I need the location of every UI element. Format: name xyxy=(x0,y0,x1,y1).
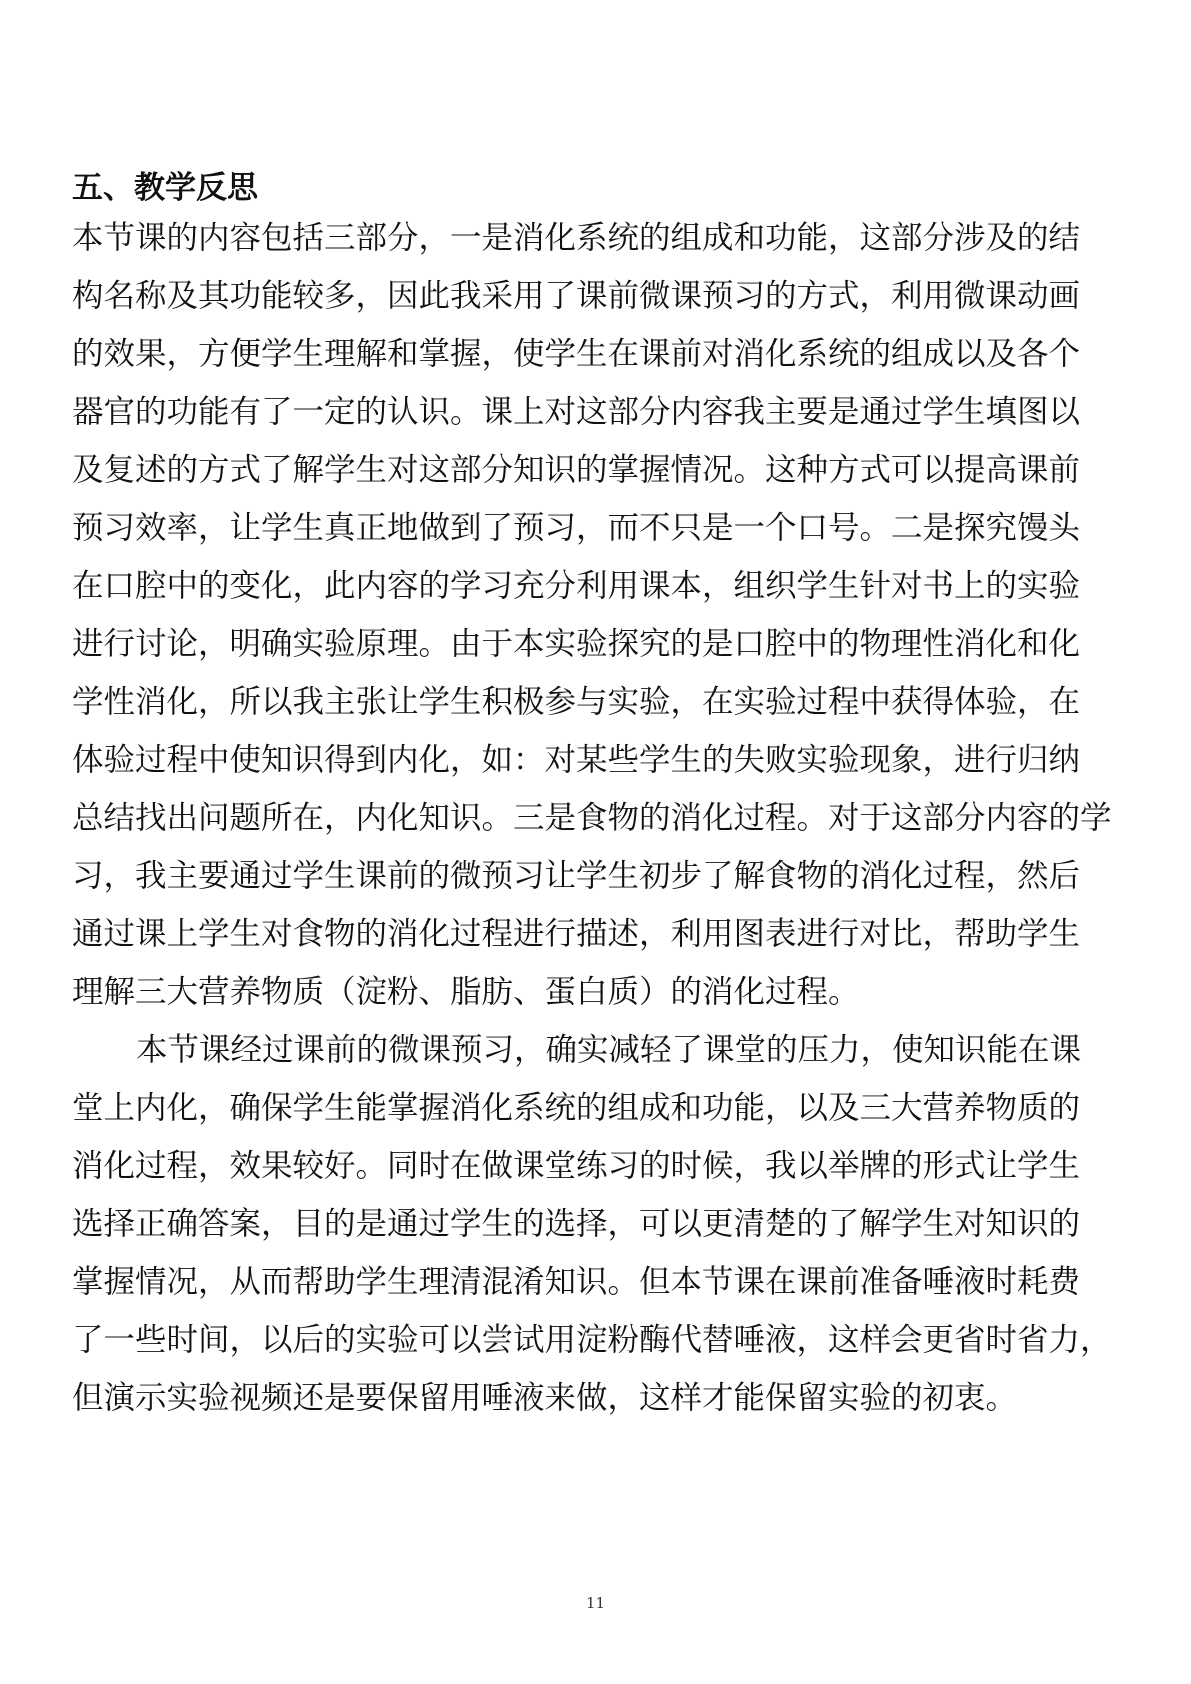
paragraph-2-line: 掌握情况，从而帮助学生理清混淆知识。但本节课在课前准备唾液时耗费 xyxy=(72,1264,1081,1300)
paragraph-2-line: 了一些时间，以后的实验可以尝试用淀粉酶代替唾液，这样会更省时省力， xyxy=(72,1322,1112,1358)
paragraph-1-line: 总结找出问题所在，内化知识。三是食物的消化过程。对于这部分内容的学 xyxy=(72,800,1112,836)
paragraph-1-line: 及复述的方式了解学生对这部分知识的掌握情况。这种方式可以提高课前 xyxy=(72,452,1081,488)
paragraph-1-line: 体验过程中使知识得到内化，如：对某些学生的失败实验现象，进行归纳 xyxy=(72,742,1081,778)
paragraph-2-line: 消化过程，效果较好。同时在做课堂练习的时候，我以举牌的形式让学生 xyxy=(72,1148,1081,1184)
paragraph-2-line: 选择正确答案，目的是通过学生的选择，可以更清楚的了解学生对知识的 xyxy=(72,1206,1081,1242)
paragraph-1-line: 在口腔中的变化，此内容的学习充分利用课本，组织学生针对书上的实验 xyxy=(72,568,1081,604)
paragraph-2-line: 本节课经过课前的微课预习，确实减轻了课堂的压力，使知识能在课 xyxy=(136,1032,1082,1068)
paragraph-2-line: 但演示实验视频还是要保留用唾液来做，这样才能保留实验的初衷。 xyxy=(72,1380,1018,1416)
section-heading: 五、教学反思 xyxy=(72,170,258,206)
paragraph-2-line: 堂上内化，确保学生能掌握消化系统的组成和功能，以及三大营养物质的 xyxy=(72,1090,1081,1126)
paragraph-1-line: 习，我主要通过学生课前的微预习让学生初步了解食物的消化过程，然后 xyxy=(72,858,1081,894)
paragraph-1-line: 通过课上学生对食物的消化过程进行描述，利用图表进行对比，帮助学生 xyxy=(72,916,1081,952)
paragraph-1-line: 器官的功能有了一定的认识。课上对这部分内容我主要是通过学生填图以 xyxy=(72,394,1081,430)
paragraph-1-line: 理解三大营养物质（淀粉、脂肪、蛋白质）的消化过程。 xyxy=(72,974,860,1010)
paragraph-1-line: 的效果，方便学生理解和掌握，使学生在课前对消化系统的组成以及各个 xyxy=(72,336,1081,372)
paragraph-1-line: 预习效率，让学生真正地做到了预习，而不只是一个口号。二是探究馒头 xyxy=(72,510,1081,546)
paragraph-1-line: 学性消化，所以我主张让学生积极参与实验，在实验过程中获得体验，在 xyxy=(72,684,1081,720)
page-number: 11 xyxy=(585,1594,606,1612)
paragraph-1-line: 构名称及其功能较多，因此我采用了课前微课预习的方式，利用微课动画 xyxy=(72,278,1081,314)
paragraph-1-line: 本节课的内容包括三部分，一是消化系统的组成和功能，这部分涉及的结 xyxy=(72,220,1081,256)
paragraph-1-line: 进行讨论，明确实验原理。由于本实验探究的是口腔中的物理性消化和化 xyxy=(72,626,1081,662)
